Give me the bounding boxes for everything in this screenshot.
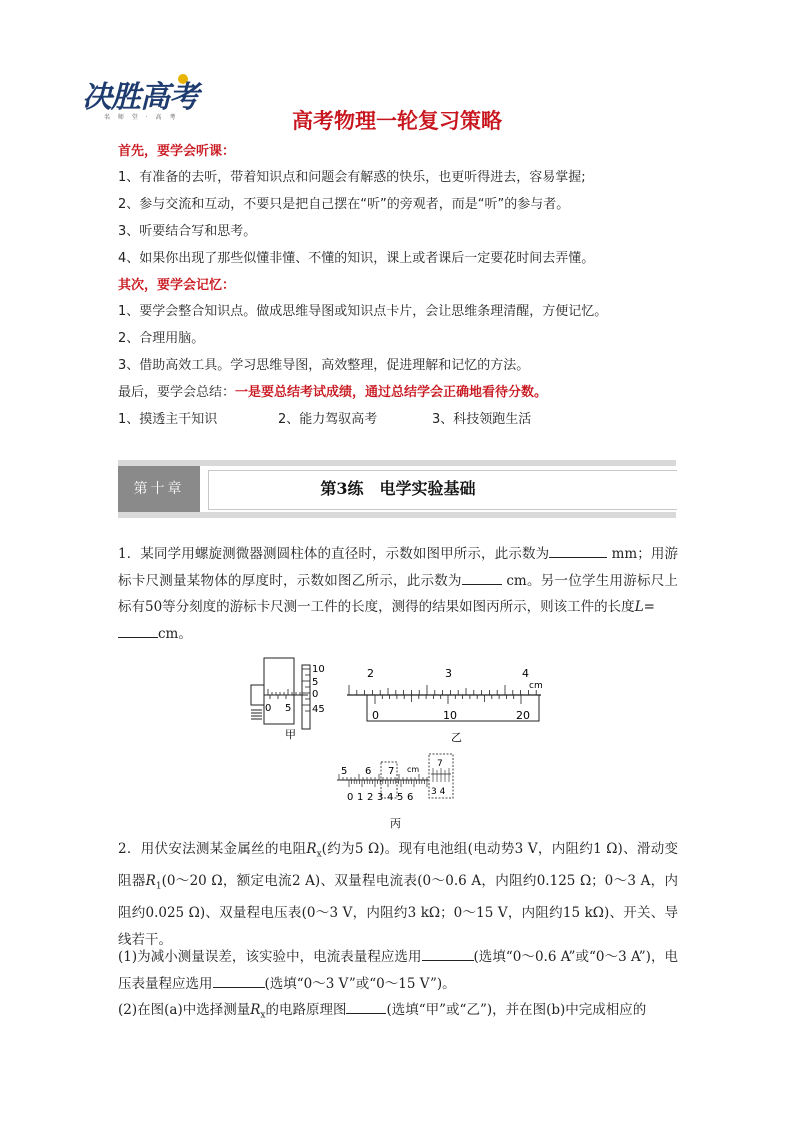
- memory-item: 1、要学会整合知识点。做成思维导图或知识点卡片，会让思维条理清醒，方便记忆。: [118, 304, 608, 319]
- main-scale-label: 3: [445, 667, 452, 680]
- summary-point: 2、能力驾驭高考: [278, 412, 378, 427]
- listen-item: 1、有准备的去听，带着知识点和问题会有解惑的快乐，也更听得进去，容易掌握;: [118, 170, 586, 185]
- memory-item: 3、借助高效工具。学习思维导图，高效整理，促进理解和记忆的方法。: [118, 358, 530, 373]
- micrometer-frame: [251, 685, 264, 705]
- answer-blank[interactable]: [549, 541, 607, 558]
- summary-point: 3、科技领跑生活: [432, 412, 532, 427]
- vernier-figure-bing: [335, 752, 460, 832]
- vernier-label: 4: [387, 792, 394, 803]
- thimble-label: 5: [312, 677, 319, 688]
- answer-blank[interactable]: [462, 568, 502, 585]
- vernier-label: 0: [372, 709, 379, 722]
- answer-blank[interactable]: [346, 997, 386, 1014]
- vernier-label: 3: [377, 792, 384, 803]
- document-title: 高考物理一轮复习策略: [292, 109, 502, 133]
- micrometer-thimble: [264, 658, 294, 724]
- main-scale-label: 5: [341, 766, 348, 777]
- summary-point: 1、摸透主干知识: [118, 412, 218, 427]
- vernier-label: 10: [443, 709, 457, 722]
- chapter-banner: [118, 460, 676, 518]
- vernier-label: 0: [347, 792, 354, 803]
- vernier-label: 6: [407, 792, 414, 803]
- logo-text: 决胜高考: [82, 80, 198, 115]
- answer-blank[interactable]: [118, 621, 158, 638]
- vernier-label: 20: [516, 709, 530, 722]
- thimble-label: 10: [312, 664, 325, 675]
- thimble-label: 0: [312, 689, 319, 700]
- vernier-label: 1: [357, 792, 364, 803]
- micrometer-figure-jia: [250, 655, 332, 740]
- summary-line: [118, 384, 547, 402]
- listen-heading: 首先，要学会听课：: [118, 144, 236, 159]
- question-2: 2．用伏安法测某金属丝的电阻$R_x$(约为5 Ω)。现有电池组(电动势3 V，内阻约1 Ω)、滑动变阻器$R_1(0\sim 20$ Ω，额定电流2 A)、双量程电流表(0～0.6 A，内阻约0.125 Ω；0～3 A，内阻约0.025 Ω)、双量程电压表(0～3 V，内阻约3 kΩ；0～15 V，内阻约15 kΩ)、开关、导线若干。: [118, 841, 679, 948]
- figure-caption-bing: 丙: [390, 817, 401, 830]
- main-scale-label: 7: [388, 766, 395, 777]
- sleeve-label: 0: [265, 703, 272, 714]
- zoom-label: 7: [437, 759, 443, 769]
- question-1: 1．某同学用螺旋测微器测圆柱体的直径时，示数如图甲所示，此示数为 mm；用游标卡尺测量某物体的厚度时，示数如图乙所示，此示数为 cm。另一位学生用游标尺上标有50等分刻度的游标卡尺测一工件的长度，测得的结果如图丙所示，则该工件的长度L= cm。: [118, 541, 678, 647]
- memory-item: 2、合理用脑。: [118, 331, 205, 346]
- unit-label: cm: [529, 681, 543, 691]
- summary-emphasis: 一是要总结考试成绩，通过总结学会正确地看待分数。: [235, 385, 548, 400]
- main-scale-label: 2: [367, 667, 374, 680]
- answer-blank[interactable]: [213, 971, 265, 988]
- vernier-label: 2: [367, 792, 374, 803]
- figure-caption-jia: 甲: [285, 728, 296, 740]
- figure-caption-yi: 乙: [451, 731, 462, 744]
- summary-lead: 最后，要学会总结：: [118, 385, 236, 400]
- question-2-part-1: (1)为减小测量误差，该实验中，电流表量程应选用 (选填“0～0.6 A”或“0～3 A”)，电压表量程应选用 (选填“0～3 V”或“0～15 V”)。: [118, 944, 678, 997]
- variable-L: L: [634, 599, 644, 615]
- listen-item: 2、参与交流和互动，不要只是把自己摆在“听”的旁观者，而是“听”的参与者。: [118, 197, 570, 212]
- answer-blank[interactable]: [422, 944, 474, 961]
- logo-tagline: 名 师 堂 · 高 考: [104, 114, 179, 121]
- main-scale-label: 4: [522, 667, 529, 680]
- lesson-title: 第3练 电学实验基础: [320, 479, 476, 498]
- vernier-label: 5: [397, 792, 404, 803]
- thimble-label: 45: [312, 704, 325, 715]
- memory-heading: 其次，要学会记忆：: [118, 278, 236, 293]
- zoom-label: 3 4: [431, 787, 446, 797]
- listen-item: 4、如果你出现了那些似懂非懂、不懂的知识，课上或者课后一定要花时间去弄懂。: [118, 251, 595, 266]
- unit-label: cm: [407, 765, 420, 774]
- chapter-label: 第十章: [118, 466, 200, 512]
- vernier-figure-yi: [345, 665, 545, 745]
- main-scale-label: 6: [365, 766, 372, 777]
- sleeve-label: 5: [285, 703, 292, 714]
- question-2-part-2: (2)在图(a)中选择测量$R_x$的电路原理图 (选填“甲”或“乙”)，并在图(b)中完成相应的: [118, 997, 678, 1029]
- listen-item: 3、听要结合写和思考。: [118, 224, 257, 239]
